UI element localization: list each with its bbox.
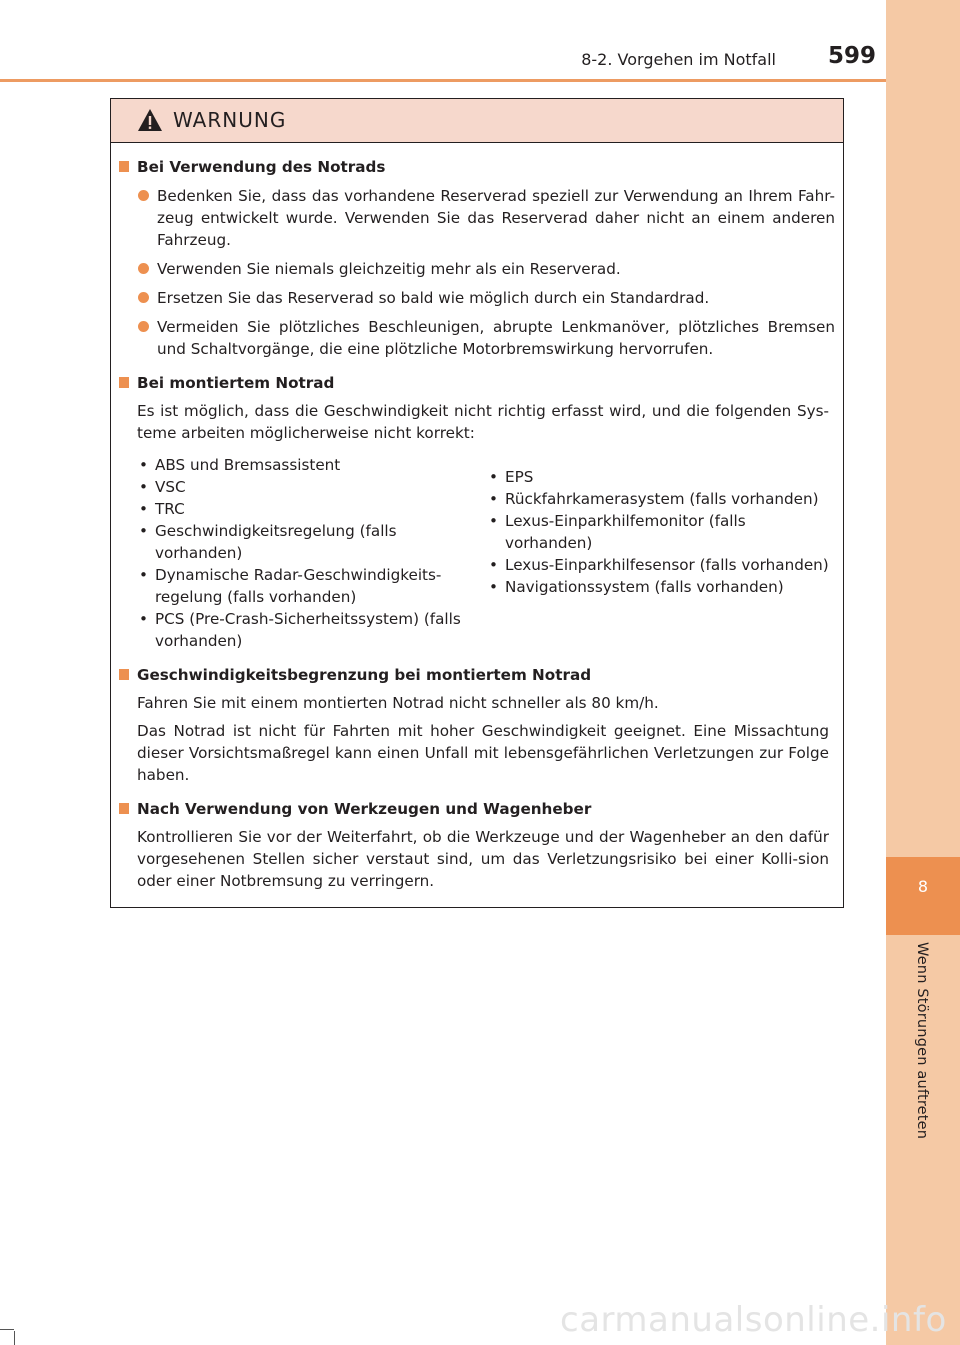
section-paragraph: Kontrollieren Sie vor der Weiterfahrt, ob die Werkzeuge und der Wagenheber an den dafür vorgesehenen Stellen sicher verstaut sind, um das Verletzungsrisiko bei einer Kolli-sion oder einer Notbremsung zu verringern.: [137, 828, 829, 890]
header-rule: [0, 79, 886, 82]
bullet-item: Verwenden Sie niemals gleichzeitig mehr als ein Reserverad.: [111, 258, 843, 280]
section-paragraph: Das Notrad ist nicht für Fahrten mit hoher Geschwindigkeit geeignet. Eine Missachtung dieser Vorsichtsmaßregel kann einen Unfall mit lebensgefährlichen Verletzungen zur Folge haben.: [137, 722, 829, 784]
list-item: • Rückfahrkamerasystem (falls vorhanden): [489, 488, 829, 510]
warning-triangle-icon: [137, 108, 163, 132]
chapter-side-tab: [886, 0, 960, 1345]
page-number: 599: [827, 43, 876, 69]
list-item: • PCS (Pre-Crash-Sicherheitssystem) (falls vorhanden): [139, 608, 469, 652]
crop-mark: [0, 1329, 14, 1330]
crop-mark: [14, 1331, 15, 1345]
warning-header: [111, 99, 843, 143]
watermark: carmanualsonline.info: [560, 1300, 947, 1340]
bullet-item: Ersetzen Sie das Reserverad so bald wie möglich durch ein Standardrad.: [111, 287, 843, 309]
list-item: • Lexus-Einparkhilfemonitor (falls vorhanden): [489, 510, 829, 554]
list-item: • TRC: [139, 498, 469, 520]
chapter-title-vertical: Wenn Störungen auftreten: [914, 942, 930, 1140]
section-heading: Nach Verwendung von Werkzeugen und Wagenheber: [111, 798, 843, 820]
list-item: • Geschwindigkeitsregelung (falls vorhanden): [139, 520, 469, 564]
section-heading: Bei Verwendung des Notrads: [111, 156, 843, 178]
bullet-item: Bedenken Sie, dass das vorhandene Reserverad speziell zur Verwendung an Ihrem Fahr-zeug entwickelt wurde. Verwenden Sie das Reserverad daher nicht an einem anderen Fahrzeug.: [111, 185, 843, 251]
chapter-number-tab: 8: [886, 857, 960, 935]
system-list-columns: [111, 454, 843, 652]
warning-title: WARNUNG: [173, 108, 287, 132]
system-list-left: [139, 454, 469, 652]
list-item: • EPS: [489, 466, 829, 488]
section-paragraph: Fahren Sie mit einem montierten Notrad nicht schneller als 80 km/h.: [137, 694, 659, 712]
section-paragraph: Es ist möglich, dass die Geschwindigkeit nicht richtig erfasst wird, und die folgenden Sys-teme arbeiten möglicherweise nicht korrekt:: [137, 402, 829, 442]
list-item: • Lexus-Einparkhilfesensor (falls vorhanden): [489, 554, 829, 576]
section-heading: Bei montiertem Notrad: [111, 372, 843, 394]
bullet-item: Vermeiden Sie plötzliches Beschleunigen, abrupte Lenkmanöver, plötzliches Bremsen und Schaltvorgänge, die eine plötzliche Motorbremswirkung hervorrufen.: [111, 316, 843, 360]
list-item: • VSC: [139, 476, 469, 498]
list-item: • Navigationssystem (falls vorhanden): [489, 576, 829, 598]
warning-content: [111, 144, 843, 892]
list-item: • Dynamische Radar-Geschwindigkeits-regelung (falls vorhanden): [139, 564, 469, 608]
warning-box: [110, 98, 844, 908]
header-section-title: 8-2. Vorgehen im Notfall: [581, 50, 776, 69]
list-item: • ABS und Bremsassistent: [139, 454, 469, 476]
section-heading: Geschwindigkeitsbegrenzung bei montiertem Notrad: [111, 664, 843, 686]
system-list-right: [489, 466, 829, 598]
